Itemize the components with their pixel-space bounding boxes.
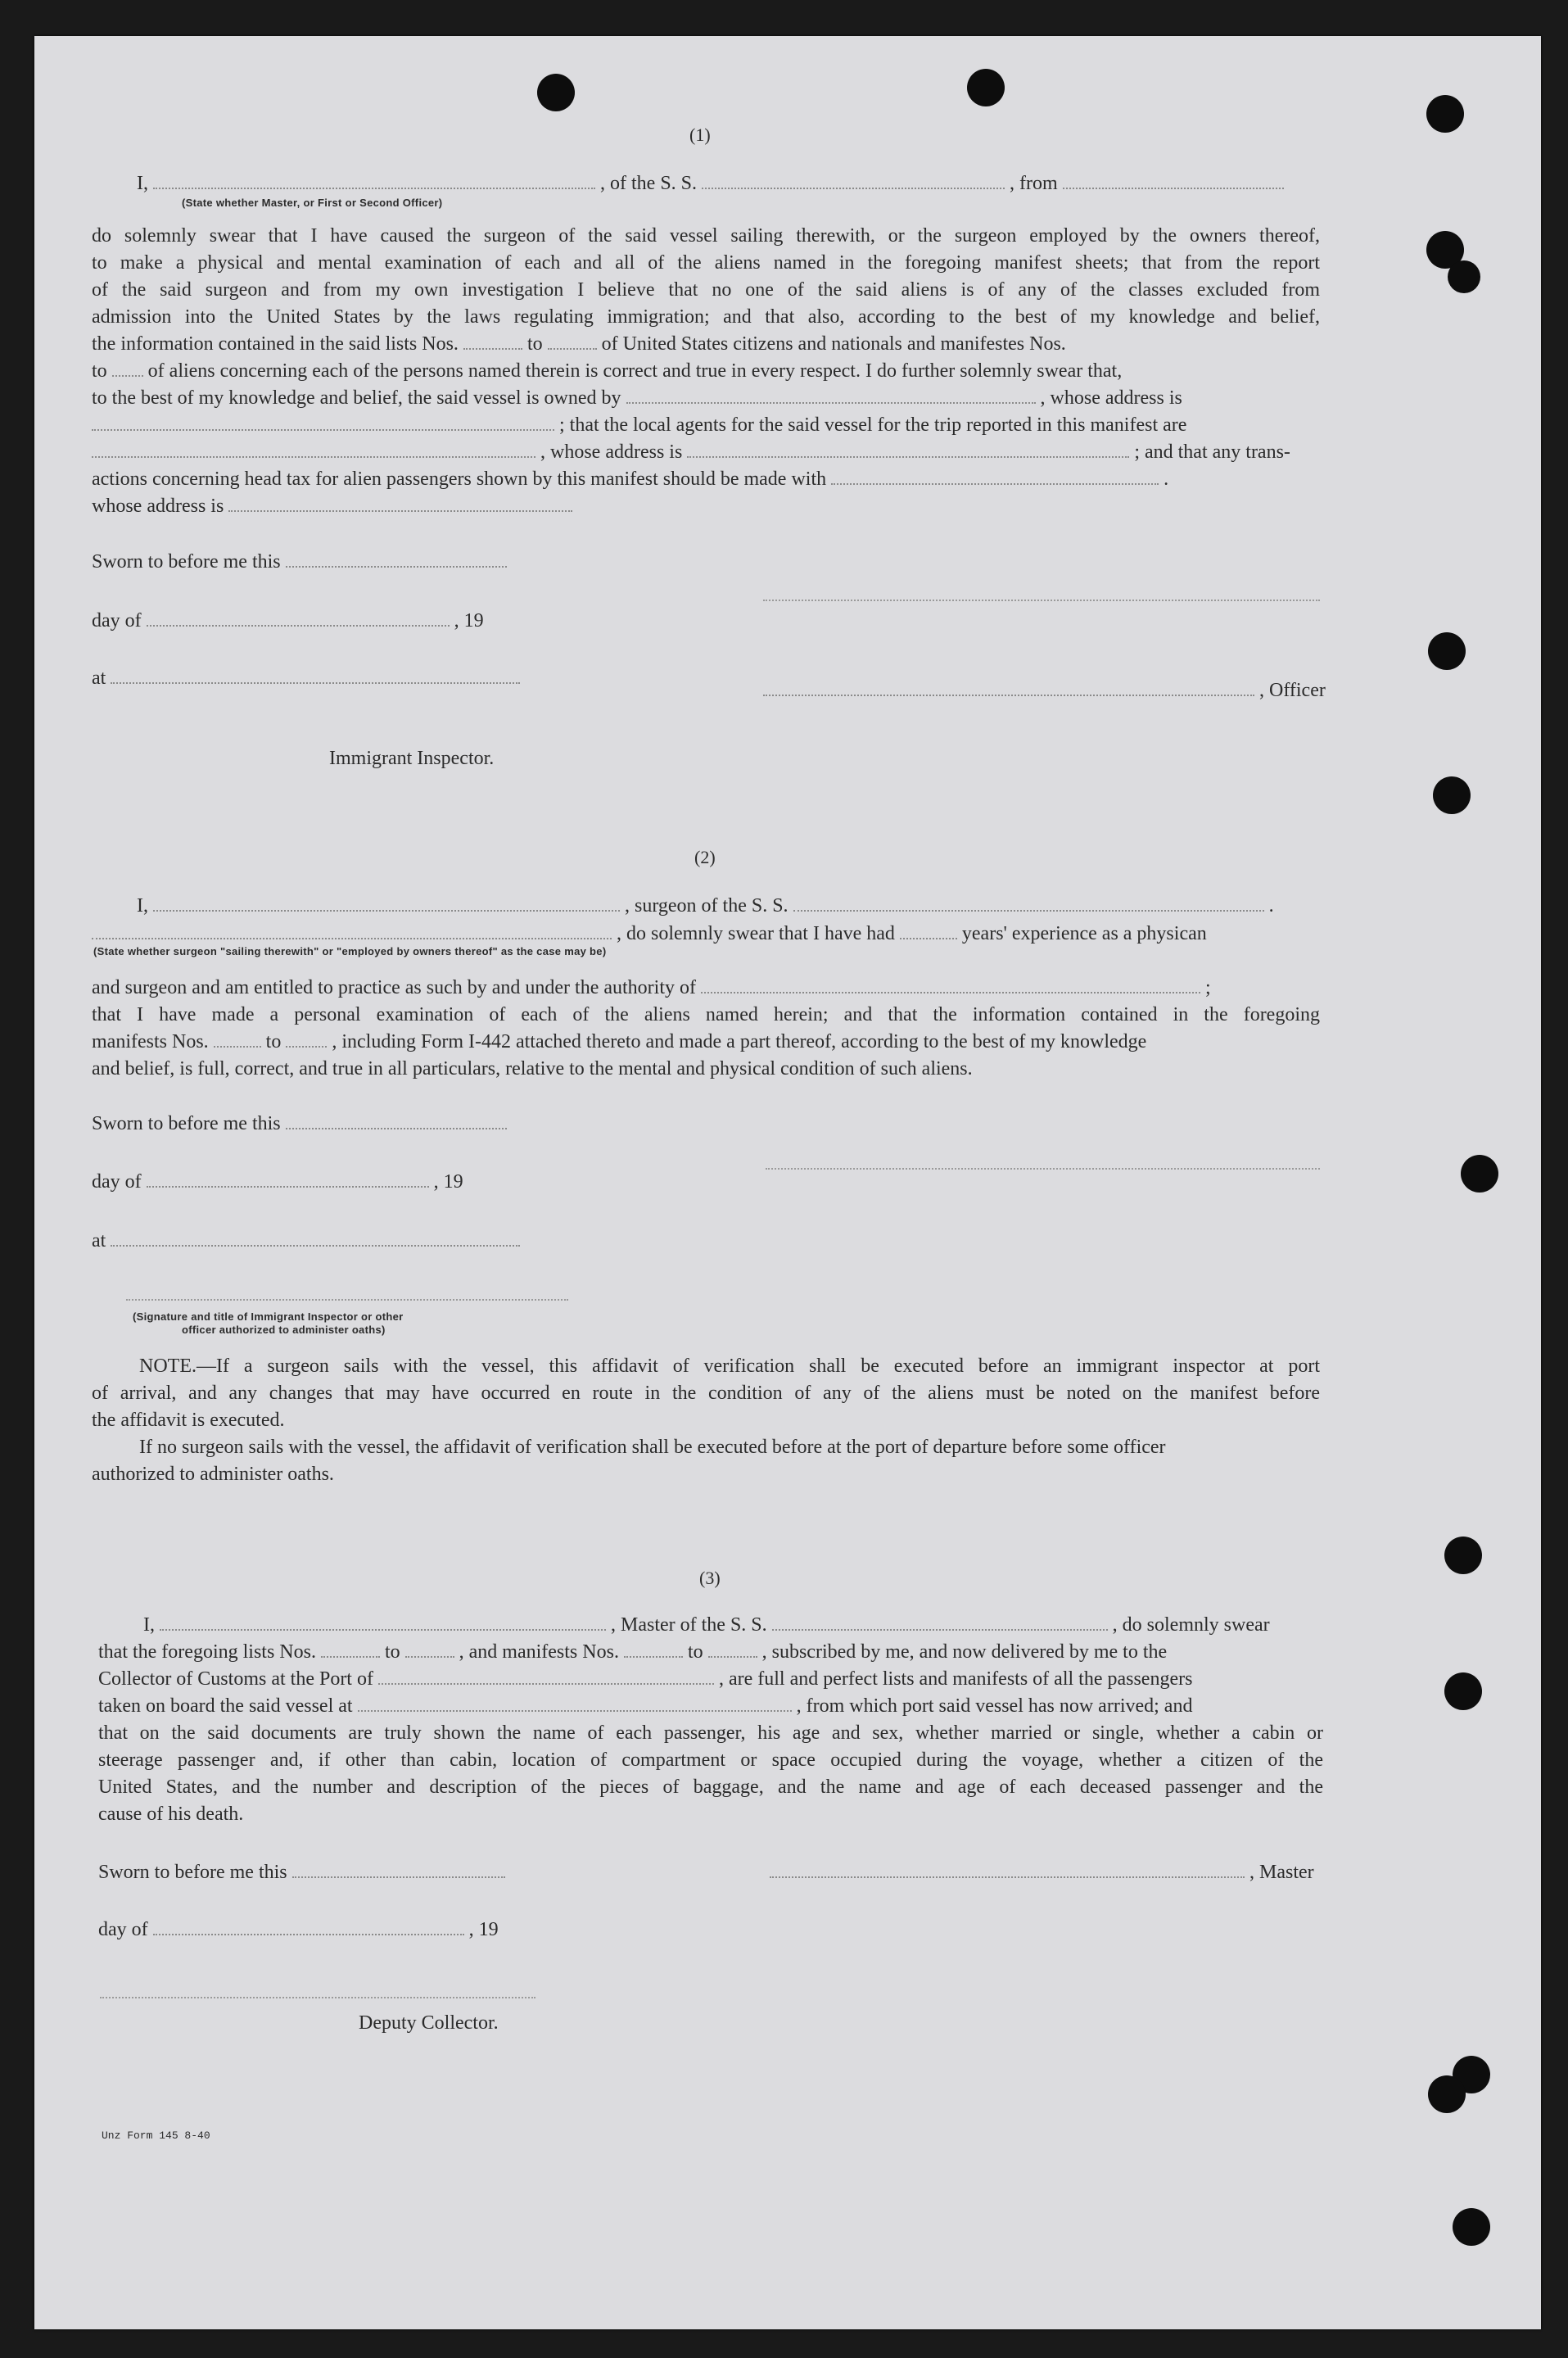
s2-at (92, 1228, 520, 1255)
s3-paragraph-line: United States, and the number and description of the pieces of baggage, and the name and age of each deceased passenger and the (98, 1776, 1323, 1798)
master-sign-field[interactable] (770, 1860, 1245, 1878)
s1-line1 (137, 170, 1284, 197)
s1-day-field[interactable] (147, 609, 450, 627)
s3-row-taken (98, 1693, 1192, 1720)
s1-row-agents-text: ; that the local agents for the said vessel for the trip reported in this manifest are (559, 414, 1187, 436)
s1-row-owned-label: to the best of my knowledge and belief, the said vessel is owned by (92, 387, 621, 409)
s1-officer-sign-field[interactable] (763, 678, 1254, 696)
s2-row-nos (92, 1029, 1146, 1056)
s3-year-label: , 19 (468, 1919, 499, 1940)
s1-row-nos-of: of United States citizens and nationals and manifestes Nos. (601, 333, 1066, 355)
s1-row-nos-to: to (526, 333, 543, 355)
manifest-no-to-field[interactable] (112, 359, 143, 377)
s3-manifests-label: , and manifests Nos. (459, 1641, 619, 1663)
s1-row-nos-label: the information contained in the said lists Nos. (92, 333, 459, 355)
s3-dayof-label: day of (98, 1919, 148, 1940)
s1-line1-end: , from (1010, 173, 1058, 194)
form-page (34, 36, 1541, 2329)
s2-sworn-date-field[interactable] (286, 1111, 507, 1129)
s1-row-owned (92, 385, 1182, 412)
s3-master-row (770, 1859, 1314, 1886)
punch-hole (1428, 2075, 1466, 2113)
s2-note-last: the affidavit is executed. (92, 1410, 285, 1431)
s1-line1-start: I, (137, 173, 148, 194)
s3-line1-mid: , Master of the S. S. (611, 1614, 767, 1636)
s2-signature-line[interactable] (766, 1168, 1320, 1170)
s1-row-whose2-label: whose address is (92, 496, 224, 517)
form-number: Unz Form 145 8-40 (102, 2129, 210, 2142)
master-name-field[interactable] (160, 1613, 606, 1631)
s3-deputy-sign-line[interactable] (100, 1997, 535, 1998)
s2-authority-end: ; (1205, 977, 1211, 998)
s2-note-line: NOTE.—If a surgeon sails with the vessel, this affidavit of verification shall be executed before an immigrant inspector at port (139, 1356, 1320, 1377)
s3-row-collector (98, 1666, 1192, 1693)
head-tax-party-field[interactable] (831, 467, 1159, 485)
s2-caption: (State whether surgeon "sailing therewith" or "employed by owners thereof" as the case may be) (93, 945, 607, 957)
s2-nos-label: manifests Nos. (92, 1031, 209, 1052)
section-3-number: (3) (699, 1568, 721, 1588)
s1-sworn (92, 549, 507, 576)
s1-row-nos (92, 331, 1320, 358)
s3-lists-to: to (384, 1641, 400, 1663)
s1-row-trans-text: actions concerning head tax for alien passengers shown by this manifest should be made with (92, 468, 827, 490)
punch-hole (1428, 632, 1466, 670)
s1-row-whose-text: ; and that any trans- (1134, 441, 1290, 463)
section-2-number: (2) (694, 847, 716, 867)
s1-officer-row (763, 677, 1326, 704)
s3-day-field[interactable] (153, 1917, 464, 1935)
punch-hole (1444, 1672, 1482, 1710)
s3-lists-to-field[interactable] (405, 1640, 454, 1658)
s2-exam (92, 1002, 1320, 1029)
agents-address-field[interactable] (687, 440, 1129, 458)
s3-manifests-to-field[interactable] (708, 1640, 757, 1658)
s2-sig-caption-2: officer authorized to administer oaths) (182, 1324, 386, 1336)
s3-sworn (98, 1859, 505, 1886)
owner-address-field[interactable] (92, 413, 554, 431)
s3-deputy: Deputy Collector. (359, 2012, 499, 2034)
from-port-field[interactable] (1063, 171, 1284, 189)
s1-paragraph-line: do solemnly swear that I have caused the surgeon of the said vessel sailing therewith, or the surgeon employed by the owners thereof, (92, 225, 1320, 247)
s1-at-field[interactable] (111, 666, 520, 684)
s2-line1-start: I, (137, 895, 148, 916)
s1-row-whose-label: , whose address is (540, 441, 683, 463)
s1-row-owned-addr: , whose address is (1040, 387, 1182, 409)
s2-row-authority (92, 975, 1211, 1002)
s1-row-agents (92, 412, 1186, 439)
s3-sworn-label: Sworn to before me this (98, 1862, 287, 1883)
s3-row-lists (98, 1639, 1167, 1666)
s3-lists-label: that the foregoing lists Nos. (98, 1641, 316, 1663)
s1-officer-label: , Officer (1259, 680, 1326, 701)
s2-line2-text: , do solemnly swear that I have had (617, 923, 895, 944)
years-experience-field[interactable] (900, 921, 957, 939)
s2-year-label: , 19 (433, 1171, 463, 1193)
s3-line1-end: , do solemnly swear (1112, 1614, 1270, 1636)
s2-row-belief: and belief, is full, correct, and true in all particulars, relative to the mental and physical condition of such aliens. (92, 1058, 973, 1079)
s1-inspector: Immigrant Inspector. (329, 748, 495, 769)
s1-at (92, 665, 520, 692)
s3-taken-text: , from which port said vessel has now arrived; and (796, 1695, 1193, 1717)
head-tax-address-field[interactable] (228, 494, 572, 512)
officer-title-field[interactable] (153, 171, 595, 189)
s2-sig-caption-1: (Signature and title of Immigrant Inspector or other (133, 1310, 404, 1323)
s2-note-line: of arrival, and any changes that may have occurred en route in the condition of any of the aliens must be noted on the manifest before (92, 1383, 1320, 1404)
punch-hole (1461, 1155, 1498, 1193)
s2-day-field[interactable] (147, 1170, 429, 1188)
s2-inspector-sign-line[interactable] (126, 1299, 568, 1301)
s1-caption: (State whether Master, or First or Second Officer) (182, 197, 443, 209)
surgeon-status-field[interactable] (92, 921, 612, 939)
s2-line2-end: years' experience as a physican (961, 923, 1207, 944)
s2-note2-last: authorized to administer oaths. (92, 1464, 334, 1485)
s2-line1-mid: , surgeon of the S. S. (625, 895, 789, 916)
punch-hole (1426, 95, 1464, 133)
s3-paragraph-line: steerage passenger and, if other than cabin, location of compartment or space occupied during the voyage, whether a citizen of the (98, 1749, 1323, 1771)
s3-line1-start: I, (143, 1614, 155, 1636)
s1-paragraph-line: to make a physical and mental examination of each and all of the aliens named in the foregoing manifest sheets; that from the report (92, 252, 1320, 274)
s1-row-trans-end: . (1164, 468, 1169, 490)
s1-paragraph (92, 223, 1320, 331)
punch-hole (967, 69, 1005, 106)
s3-manifests-to: to (687, 1641, 703, 1663)
s3-line1 (143, 1612, 1270, 1639)
s1-dayof (92, 608, 484, 635)
s1-signature-line[interactable] (763, 600, 1320, 601)
s2-sworn (92, 1111, 507, 1138)
punch-hole (537, 74, 575, 111)
s2-nos-from-field[interactable] (214, 1030, 261, 1048)
s1-row-whose2 (92, 493, 572, 520)
s2-line1-end: . (1268, 895, 1274, 916)
s2-at-field[interactable] (111, 1229, 520, 1247)
s2-dayof-label: day of (92, 1171, 142, 1193)
punch-hole (1448, 260, 1480, 293)
s1-year-label: , 19 (454, 610, 484, 631)
s1-row-to2-text: of aliens concerning each of the persons named therein is correct and true in every respect. I do further solemnly swear that, (147, 360, 1123, 382)
s1-paragraph-line: admission into the United States by the laws regulating immigration; and that also, according to the best of my knowledge and belief, (92, 306, 1320, 328)
s1-row-trans (92, 466, 1168, 493)
s2-nos-to-field[interactable] (286, 1030, 327, 1048)
s1-dayof-label: day of (92, 610, 142, 631)
punch-hole (1433, 776, 1471, 814)
s3-paragraph (98, 1720, 1323, 1801)
s1-row-whose (92, 439, 1290, 466)
s1-row-to2 (92, 358, 1320, 385)
surgeon-name-field[interactable] (153, 894, 620, 912)
s1-sworn-label: Sworn to before me this (92, 551, 281, 573)
s3-taken-label: taken on board the said vessel at (98, 1695, 353, 1717)
s3-master-label: , Master (1249, 1862, 1314, 1883)
s3-last: cause of his death. (98, 1804, 244, 1825)
port-field[interactable] (378, 1667, 714, 1685)
punch-hole (1453, 2208, 1490, 2246)
s3-lists-text: , subscribed by me, and now delivered by me to the (761, 1641, 1168, 1663)
s2-at-label: at (92, 1230, 106, 1251)
s2-note (92, 1353, 1320, 1407)
s1-row-to2-label: to (92, 360, 107, 382)
s3-dayof (98, 1917, 499, 1944)
s2-vessel-field[interactable] (793, 894, 1264, 912)
s2-dayof (92, 1169, 463, 1196)
s3-paragraph-line: that on the said documents are truly shown the name of each passenger, his age and sex, whether married or single, whether a cabin or (98, 1722, 1323, 1744)
agents-field[interactable] (92, 440, 535, 458)
lists-no-to-field[interactable] (548, 332, 597, 350)
s2-sworn-label: Sworn to before me this (92, 1113, 281, 1134)
owner-field[interactable] (626, 386, 1036, 404)
departure-port-field[interactable] (358, 1694, 792, 1712)
punch-hole (1444, 1537, 1482, 1574)
s2-line1 (137, 893, 1274, 920)
s2-line2 (92, 921, 1207, 948)
s2-exam-line: that I have made a personal examination of each of the aliens named herein; and that the information contained in the foregoing (92, 1004, 1320, 1025)
s3-manifests-from-field[interactable] (624, 1640, 683, 1658)
s1-paragraph-line: of the said surgeon and from my own investigation I believe that no one of the said aliens is of any of the classes excluded from (92, 279, 1320, 301)
s2-nos-text: , including Form I-442 attached thereto and made a part thereof, according to the best of my knowledge (332, 1031, 1147, 1052)
s3-sworn-date-field[interactable] (292, 1860, 505, 1878)
s3-lists-from-field[interactable] (321, 1640, 380, 1658)
s1-line1-mid: , of the S. S. (600, 173, 698, 194)
s3-collector-text: , are full and perfect lists and manifests of all the passengers (718, 1668, 1193, 1690)
s1-at-label: at (92, 668, 106, 689)
authority-field[interactable] (701, 975, 1200, 993)
lists-no-from-field[interactable] (463, 332, 522, 350)
s1-sworn-date-field[interactable] (286, 550, 507, 568)
s2-note2: If no surgeon sails with the vessel, the affidavit of verification shall be executed before at the port of departure before some officer (139, 1437, 1166, 1458)
s2-authority-text: and surgeon and am entitled to practice as such by and under the authority of (92, 977, 696, 998)
s3-vessel-field[interactable] (772, 1613, 1108, 1631)
vessel-name-field[interactable] (702, 171, 1005, 189)
s3-collector-label: Collector of Customs at the Port of (98, 1668, 373, 1690)
s2-nos-to: to (265, 1031, 282, 1052)
section-1-number: (1) (689, 124, 711, 145)
